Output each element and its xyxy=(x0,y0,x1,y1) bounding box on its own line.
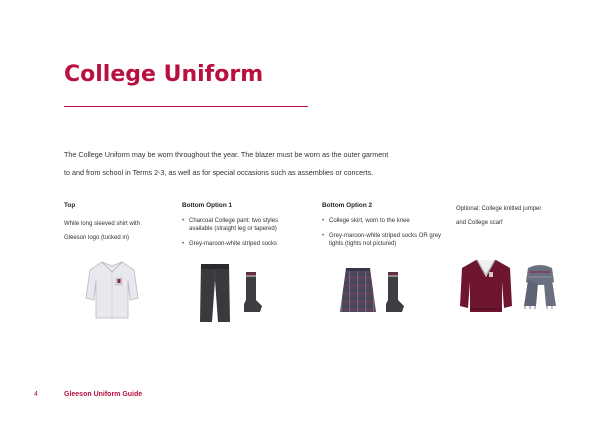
intro-paragraph xyxy=(64,146,424,182)
column-top-heading: Top xyxy=(64,202,76,209)
bottom2-item-socks: • Grey-maroon-white striped socks OR grey tights (tights not pictured) xyxy=(322,232,442,248)
bottom2-list xyxy=(322,217,442,248)
sock-image xyxy=(380,270,406,314)
optional-line-2: and College scarf xyxy=(456,220,503,226)
pants-image xyxy=(198,262,232,324)
column-bottom2-heading: Bottom Option 2 xyxy=(322,202,373,209)
sock-image xyxy=(238,270,264,314)
optional-line-1: Optional: College knitted jumper xyxy=(456,206,542,212)
skirt-image xyxy=(338,266,378,314)
bottom1-list xyxy=(182,217,302,248)
jumper-image xyxy=(458,256,514,316)
intro-line-2: to and from school in Terms 2-3, as well as for special occasions such as assemblies or concerts. xyxy=(64,168,374,177)
column-top-line-2: Gleeson logo (tucked in) xyxy=(64,235,130,241)
intro-line-1: The College Uniform may be worn throughout the year. The blazer must be worn as the outer garment xyxy=(64,150,389,159)
bottom1-item-socks: • Grey-maroon-white striped socks xyxy=(182,240,302,248)
page-number: 4 xyxy=(34,391,38,398)
footer-title: Gleeson Uniform Guide xyxy=(64,391,143,398)
page-title: College Uniform xyxy=(64,62,264,87)
bottom2-item-skirt: • College skirt, worn to the knee xyxy=(322,217,442,225)
column-bottom-option-1 xyxy=(182,202,302,255)
column-bottom-option-2 xyxy=(322,202,442,255)
shirt-image xyxy=(84,258,140,320)
bottom1-item-pant: • Charcoal College pant: two styles available (straight leg or tapered) xyxy=(182,217,302,233)
column-bottom1-heading: Bottom Option 1 xyxy=(182,202,233,209)
column-top xyxy=(64,202,160,245)
column-top-line-1: White long sleeved shirt with xyxy=(64,221,141,227)
title-divider xyxy=(64,106,308,107)
column-optional xyxy=(456,202,566,230)
scarf-image xyxy=(522,262,558,310)
